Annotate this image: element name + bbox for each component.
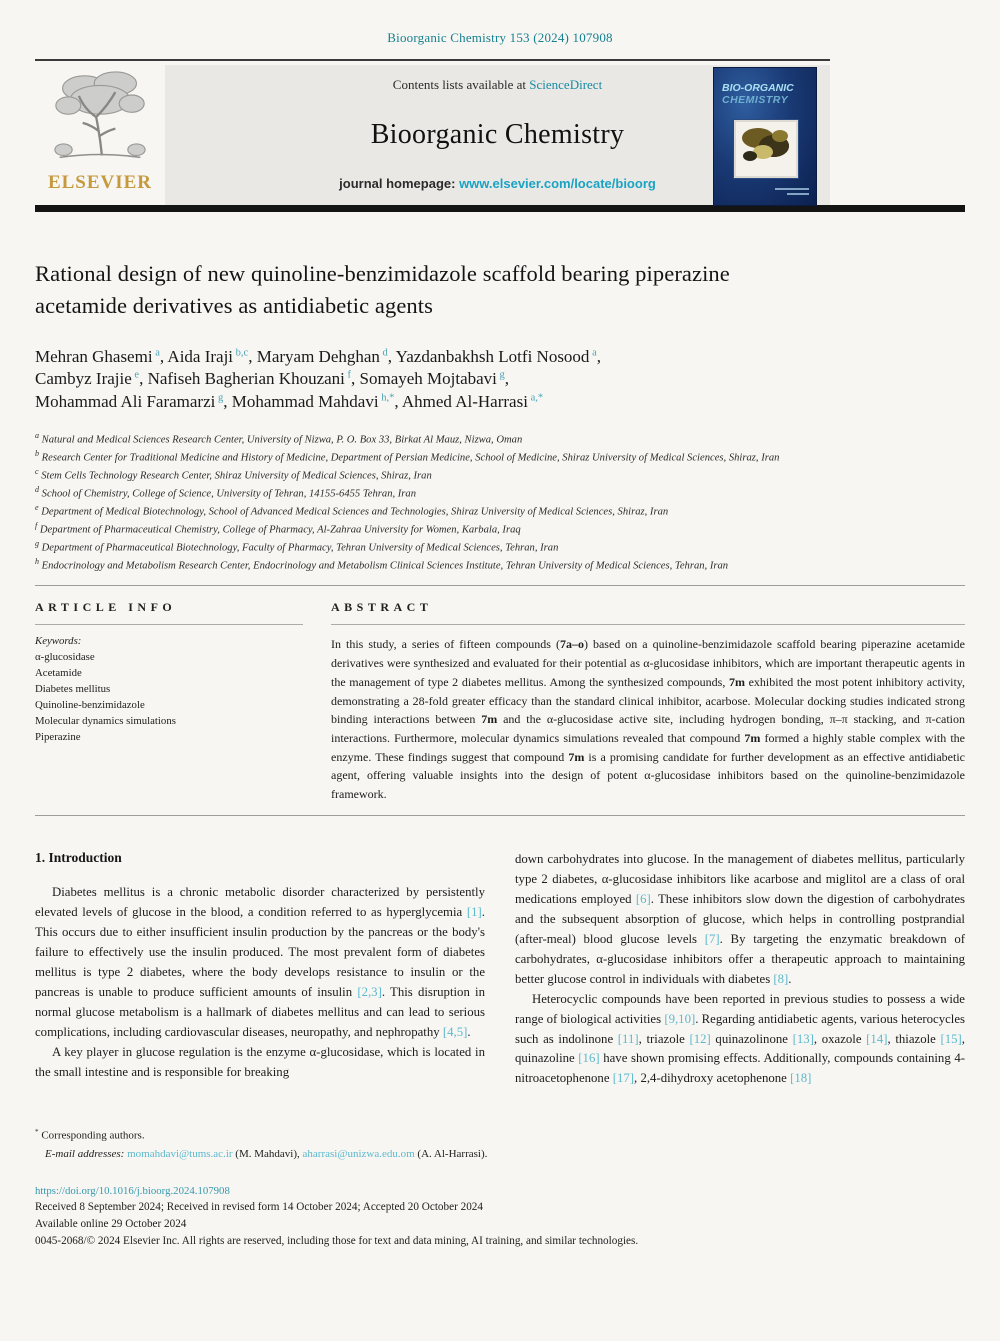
affiliation: $^h$ Endocrinology and Metabolism Research Center, Endocrinology and Metabolism Clinical Sciences Institute, Tehran University of Medical Sciences, Tehran, Iran [35,557,729,572]
keyword: Acetamide [35,667,82,680]
author-affiliation-sup: g [496,369,505,381]
intro-paragraph [35,883,485,1043]
reference-link[interactable]: [4,5] [442,1024,468,1039]
contents-prefix: Contents lists available at [392,77,530,92]
keyword: Molecular dynamics simulations [35,715,176,728]
abstract-section [331,600,965,803]
cover-title: BIO-ORGANIC CHEMISTRY [722,82,794,107]
text-segment: is a promising candidate for further development as an effective antidiabetic agent, offering valuable insights into the design of potent α-glucosidase inhibitors based on the quinoline-benzimidazole framework. [331,749,965,802]
introduction-heading: 1. Introduction [35,849,122,865]
text-segment: ) based on a quinoline-benzimidazole scaffold bearing piperazine acetamide derivatives were synthesized and evaluated for their potential as α-glucosidase inhibitors, which are important therapeutic agents in the management of type 2 diabetes mellitus. Among the synthesized compounds, [331,637,966,689]
received-dates: Received 8 September 2024; Received in revised form 14 October 2024; Accepted 20 October 2024 [35,1201,483,1214]
author: Ahmed Al-Harrasi $^{a,*}$ [401,392,544,412]
text-segment: . [467,1024,471,1039]
keyword: Quinoline-benzimidazole [35,699,145,712]
text-segment: In this study, a series of fifteen compounds ( [331,637,560,652]
text-segment: . By targeting the enzymatic breakdown of carbohydrates, α-glucosidase inhibitors offer a therapeutic approach to maintaining better glucose control in individuals with diabetes [515,931,965,986]
reference-link[interactable]: [8] [773,971,789,986]
text-segment: A key player in glucose regulation is the enzyme α-glucosidase, which is located in the small intestine and is responsible for breaking [35,1044,485,1079]
paper-page [0,30,1000,1250]
elsevier-wordmark: ELSEVIER [47,172,153,193]
intro-column-left [35,850,485,1089]
reference-link[interactable]: [15] [940,1031,962,1046]
author: Nafiseh Bagherian Khouzani $^f$ [147,369,352,389]
author-affiliation-sup: a [152,347,160,359]
abstract-rule [331,624,965,625]
journal-title: Bioorganic Chemistry [370,118,625,150]
abstract-text [331,635,965,803]
reference-link[interactable]: [17] [612,1071,635,1086]
text-segment: , quinazoline [515,1031,965,1066]
author: Cambyz Irajie $^e$ [35,369,140,389]
author-affiliation-sup: d [379,347,388,359]
text-segment: and the α-glucosidase active site, including hydrogen bonding, π–π stacking, and π-cation interactions. Furthermore, molecular dynamics simulations revealed that compound [331,712,965,746]
author: Mohammad Ali Faramarzi $^g$ [35,392,224,412]
reference-link[interactable]: [18] [790,1071,812,1086]
author: Maryam Dehghan $^d$ [256,346,388,366]
text-segment: . This occurs due to either insufficient insulin production by the pancreas or the body's failure to effectively use the insulin produced. The most prevalent form of diabetes mellitus is type 2 diabetes, where the body develops resistance to insulin or the pancreas is unable to produce sufficient amounts of insulin [35,904,485,999]
text-segment: (A. Al-Harrasi). [414,1147,488,1160]
text-segment: * [35,1128,39,1137]
article-info-rule [35,624,303,625]
cover-footer-text [722,188,809,195]
author-affiliation-sup: f [344,369,352,381]
affiliation: $^d$ School of Chemistry, College of Science, University of Tehran, 14155-6455 Tehran, Iran [35,484,417,500]
text-segment: . These inhibitors slow down the digestion of carbohydrates and the subsequent absorption of glucose, which helps in controlling postprandial (after-meal) blood glucose levels [515,891,965,946]
corresponding-author-footnote [35,1127,965,1163]
reference-link[interactable]: [2,3] [357,984,382,999]
reference-link[interactable]: aharrasi@unizwa.edu.om [302,1147,415,1160]
keywords-label: Keywords: [35,635,82,648]
sciencedirect-link[interactable]: ScienceDirect [529,77,603,92]
author: Mehran Ghasemi $^a$ [35,346,160,366]
section-rule-top [35,585,965,586]
text-segment: 7m [568,749,585,764]
text-segment: 7a–o [559,637,584,652]
elsevier-tree-icon [52,67,148,171]
author-affiliation-sup: a,* [527,392,544,404]
keywords-block [35,634,303,746]
author: Mohammad Mahdavi $^{h,*}$ [231,392,395,412]
corresponding-authors-line [35,1127,965,1145]
header-divider-bar [35,205,965,212]
cover-artwork [734,120,798,178]
text-segment: . Regarding antidiabetic agents, various heterocycles such as indolinone [515,1011,966,1046]
intro-paragraph [515,990,965,1090]
issn-copyright: 0045-2068/© 2024 Elsevier Inc. All rights are reserved, including those for text and data mining, AI training, and similar technologies. [35,1234,639,1247]
text-segment: 7m [728,674,745,689]
article-title: Rational design of new quinoline-benzimidazole scaffold bearing piperazine acetamide derivatives as antidiabetic agents [35,261,730,318]
text-segment: E-mail addresses: [45,1147,128,1160]
text-segment: have shown promising effects. Additionally, compounds containing 4-nitroacetophenone [515,1051,965,1086]
text-segment: Heterocyclic compounds have been reported in previous studies to possess a wide range of biological activities [515,991,965,1026]
author-affiliation-sup: a [589,347,597,359]
elsevier-logo[interactable] [35,61,165,205]
affiliation: $^f$ Department of Pharmaceutical Chemistry, College of Pharmacy, Al-Zahraa University for Women, Karbala, Iraq [35,521,521,536]
author: Aida Iraji $^{b,c}$ [167,346,249,366]
affiliation: $^c$ Stem Cells Technology Research Center, Shiraz University of Medical Sciences, Shiraz, Iran [35,466,432,482]
author-list: Mehran Ghasemi $^a$, Aida Iraji $^{b,c}$, Maryam Dehghan $^d$, Yazdanbakhsh Lotfi Nosood $^a$, Cambyz Irajie $^e$, Nafiseh Bagherian Khouzani $^f$, Somayeh Mojtabavi $^g$, Mohammad Ali Faramarzi $^g$, Mohammad Mahdavi $^{h,*}$, Ahmed Al-Harrasi $^{a,*}$ [35,346,601,412]
text-segment: Diabetes mellitus is a chronic metabolic disorder characterized by persistently elevated levels of glucose in the blood, a condition referred to as hyperglycemia [35,884,485,919]
text-segment: , 2,4-dihydroxy acetophenone [634,1071,791,1086]
introduction-section [35,850,965,1089]
homepage-link[interactable]: www.elsevier.com/locate/bioorg [459,176,656,191]
reference-link[interactable]: [14] [866,1031,888,1046]
author-affiliation-sup: b,c [233,347,249,359]
article-info-section [35,600,303,803]
text-segment: down carbohydrates into glucose. In the management of diabetes mellitus, particularly type 2 diabetes, α-glucosidase inhibitors like acarbose and miglitol are a class of oral medications employed [515,851,965,906]
text-segment: . [788,971,792,986]
article-info-heading: ARTICLE INFO [35,600,177,615]
author: Somayeh Mojtabavi $^g$ [359,369,505,389]
text-segment: Corresponding authors. [38,1130,145,1143]
text-segment: , triazole [638,1031,690,1046]
text-segment: 7m [481,712,498,727]
affiliation: $^g$ Department of Pharmaceutical Biotechnology, Faculty of Pharmacy, Tehran University of Medical Sciences, Tehran, Iran [35,539,559,554]
reference-link[interactable]: [7] [704,931,720,946]
keyword: Piperazine [35,731,81,744]
keyword-list [35,650,303,746]
text-segment: exhibited the most potent inhibitory activity, demonstrating a 28-fold greater efficacy than the standard clinical inhibitor, acarbose. Molecular docking studies indicated strong binding interactions between [331,674,965,727]
doi-link[interactable]: https://doi.org/10.1016/j.bioorg.2024.107908 [35,1185,230,1198]
text-segment: formed a highly stable complex with the enzyme. These findings suggest that compound [331,731,966,764]
reference-link[interactable]: [11] [617,1031,639,1046]
affiliation: $^b$ Research Center for Traditional Medicine and History of Medicine, Department of Persian Medicine, School of Medicine, Shiraz University of Medical Sciences, Shiraz, Iran [35,448,780,464]
reference-link[interactable]: [16] [578,1051,600,1066]
keyword: Diabetes mellitus [35,683,111,696]
abstract-heading: ABSTRACT [331,600,433,615]
affiliation: $^a$ Natural and Medical Sciences Research Center, University of Nizwa, P. O. Box 33, Birkat Al Mauz, Nizwa, Oman [35,430,523,446]
author: Yazdanbakhsh Lotfi Nosood $^a$ [395,346,597,366]
reference-link[interactable]: [13] [792,1031,814,1046]
journal-citation: Bioorganic Chemistry 153 (2024) 107908 [387,30,613,45]
author-affiliation-sup: g [215,392,224,404]
text-segment: , thiazole [887,1031,941,1046]
section-rule-bottom [35,815,965,816]
text-segment: . This disruption in normal glucose metabolism is a hallmark of diabetes mellitus and can lead to serious complications, including cardiovascular diseases, neuropathy, and nephropathy [35,984,486,1039]
reference-link[interactable]: [1] [466,904,482,919]
intro-paragraph [35,1043,485,1083]
reference-link[interactable]: [6] [635,891,651,906]
author-affiliation-sup: e [131,369,140,381]
keyword: α-glucosidase [35,651,95,664]
intro-column-right [515,850,965,1089]
text-segment: quinazolinone [710,1031,793,1046]
affiliation-list [35,430,965,575]
reference-link[interactable]: momahdavi@tums.ac.ir [127,1147,233,1160]
author-affiliation-sup: h,* [378,392,395,404]
homepage-prefix: journal homepage: [339,176,460,191]
reference-link[interactable]: [12] [689,1031,711,1046]
reference-link[interactable]: [9,10] [664,1011,696,1026]
affiliation: $^e$ Department of Medical Biotechnology, School of Advanced Medical Sciences and Technologies, Shiraz University of Medical Sciences, Shiraz, Iran [35,503,669,518]
available-online: Available online 29 October 2024 [35,1218,187,1231]
text-segment: 7m [744,731,761,746]
text-segment: (M. Mahdavi), [232,1147,303,1160]
article-metadata-footer [35,1183,965,1250]
text-segment: , oxazole [813,1031,867,1046]
intro-paragraph [515,850,965,990]
journal-header [35,59,965,212]
journal-cover-thumbnail[interactable] [713,67,817,206]
email-addresses-line [35,1146,965,1164]
